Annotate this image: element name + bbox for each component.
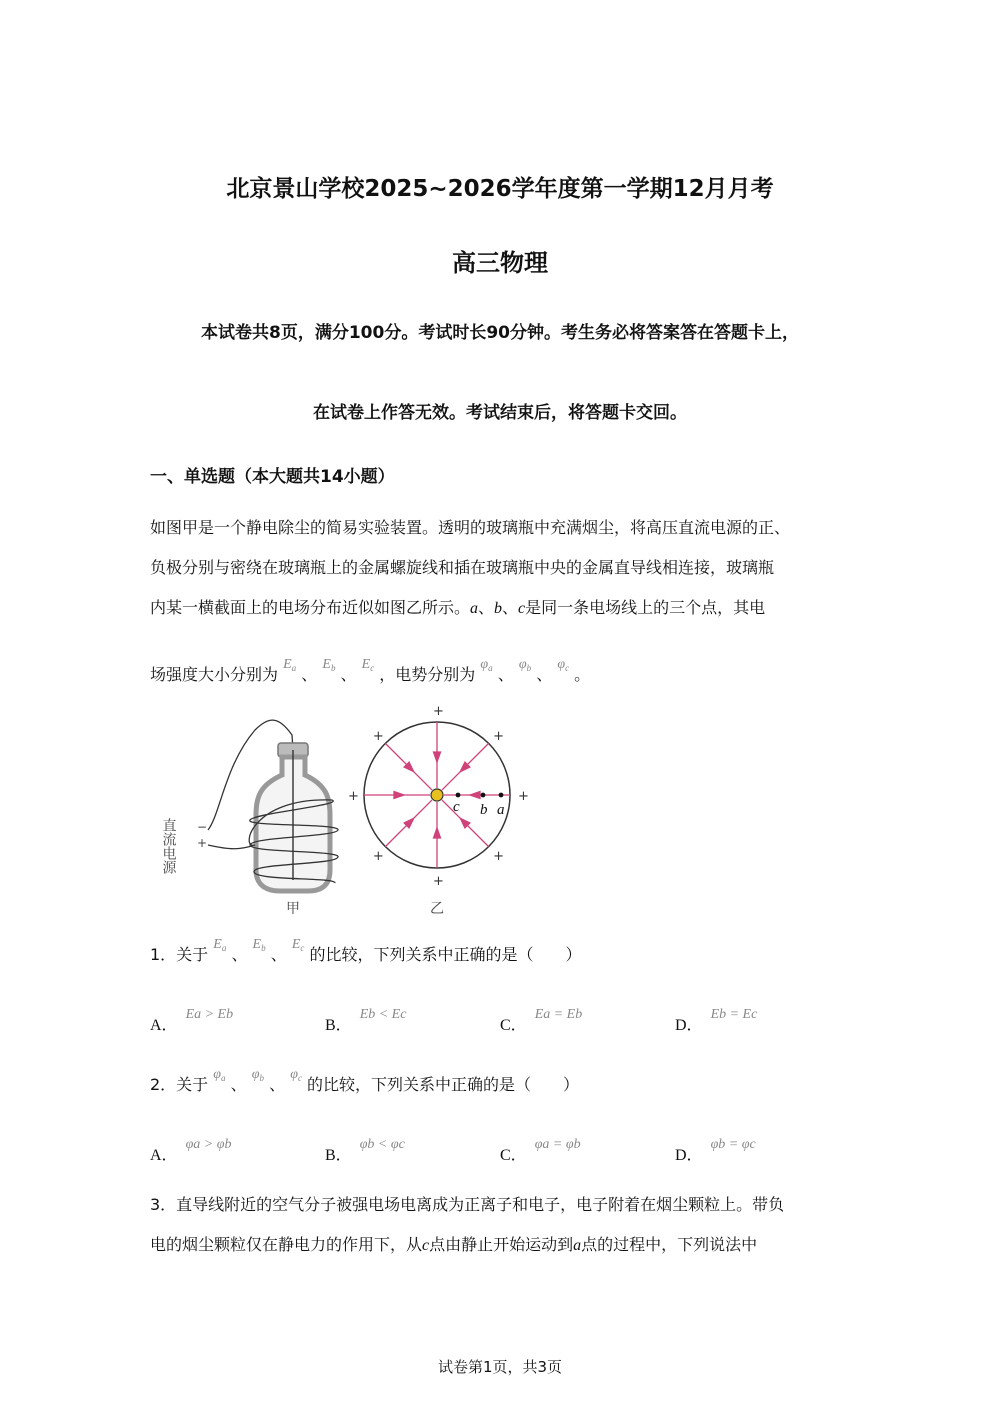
figure-electrostatic-precipitator	[160, 705, 540, 920]
q1-symbol-Eb: $E_b$	[252, 937, 266, 953]
point-b	[481, 793, 486, 798]
intro-line-1: 如图甲是一个静电除尘的简易实验装置。透明的玻璃瓶中充满烟尘，将高压直流电源的正、	[150, 518, 791, 537]
page-footer: 试卷第1页，共3页	[437, 1358, 563, 1376]
q1-stem-tail: 的比较，下列关系中正确的是（ ）	[309, 945, 582, 964]
plus-charge: +	[372, 849, 384, 865]
q2-stem	[150, 1065, 860, 1110]
q2-symbol-phi-a: $\varphi_a$	[213, 1067, 226, 1083]
intro-line-3-tail: 是同一条电场线上的三个点，其电	[525, 598, 766, 617]
svg-text:直流电源: 直流电源	[160, 818, 176, 874]
q1-option-a[interactable]: A．Ea > Eb	[150, 1007, 234, 1034]
q1-option-b[interactable]: B．Eb < Ec	[325, 1007, 407, 1034]
q1-symbol-Ea: $E_a$	[213, 937, 227, 953]
intro-line-2: 负极分别与密绕在玻璃瓶上的金属螺旋线和插在玻璃瓶中央的金属直导线相连接，玻璃瓶	[150, 558, 775, 577]
q3-line-1: 3．直导线附近的空气分子被强电场电离成为正离子和电子，电子附着在烟尘颗粒上。带负	[150, 1195, 785, 1214]
q2-option-a[interactable]: A．φa > φb	[150, 1137, 232, 1164]
point-b-tag: b	[480, 802, 488, 818]
q1-stem	[150, 935, 860, 980]
q1-option-b-expr: Eb < Ec	[359, 1007, 407, 1022]
field-arrow	[470, 792, 480, 799]
plus-charge: +	[493, 849, 505, 865]
intro-line-4-text: 场强度大小分别为	[150, 665, 279, 684]
symbol-phi-a: $\varphi_a$	[480, 657, 493, 673]
point-c	[456, 793, 461, 798]
q1-option-c[interactable]: C．Ea = Eb	[500, 1007, 583, 1034]
separator: 、	[269, 1075, 286, 1094]
separator: 、	[497, 665, 514, 684]
q3-line-2-text: 电的烟尘颗粒仅在静电力的作用下，从	[150, 1235, 423, 1254]
power-label	[161, 818, 177, 874]
field-diagram	[348, 705, 529, 889]
separator: 、	[301, 665, 318, 684]
symbol-Eb: $E_b$	[322, 657, 336, 673]
separator: 、	[270, 945, 287, 964]
q3-line-2-mid: 点由静止开始运动到	[429, 1235, 574, 1254]
center-wire-dot	[431, 789, 443, 801]
symbol-phi-b: $\varphi_b$	[518, 657, 532, 673]
q2-stem-text: 2．关于	[150, 1075, 209, 1094]
exam-subject: 高三物理	[452, 249, 548, 277]
exam-note-line2: 在试卷上作答无效。考试结束后，将答题卡交回。	[313, 403, 687, 423]
separator: 、	[231, 945, 248, 964]
q2-symbol-phi-c: $\varphi_c$	[290, 1067, 302, 1083]
separator: 、	[536, 665, 553, 684]
point-a-label: a	[470, 600, 479, 617]
point-c-label: c	[518, 600, 526, 617]
field-arrow	[434, 828, 441, 838]
intro-line-3-text: 内某一横截面上的电场分布近似如图乙所示。	[150, 598, 471, 617]
plus-charge: +	[372, 728, 384, 744]
plus-charge: +	[518, 789, 529, 804]
q3-line-2	[150, 1225, 860, 1266]
q1-symbol-Ec: $E_c$	[291, 937, 305, 953]
q2-option-b-expr: φb < φc	[359, 1137, 405, 1152]
q1-option-c-expr: Ea = Eb	[534, 1007, 583, 1022]
field-arrow	[394, 792, 404, 799]
point-a-tag: a	[497, 802, 505, 818]
plus-charge: +	[348, 789, 359, 804]
q1-option-d[interactable]: D．Eb = Ec	[675, 1007, 758, 1034]
symbol-Ea: $E_a$	[283, 657, 297, 673]
period: 。	[574, 665, 591, 684]
q1-option-d-expr: Eb = Ec	[710, 1007, 758, 1022]
separator: 、	[478, 598, 495, 617]
wire-positive	[208, 845, 255, 849]
q2-option-d-expr: φb = φc	[710, 1137, 756, 1152]
plus-charge: +	[433, 874, 444, 889]
label-yi: 乙	[430, 901, 444, 917]
q1-option-a-expr: Ea > Eb	[185, 1007, 234, 1022]
point-a	[499, 793, 504, 798]
separator: 、	[502, 598, 519, 617]
q2-stem-tail: 的比较，下列关系中正确的是（ ）	[307, 1075, 580, 1094]
label-jia: 甲	[286, 901, 300, 917]
field-arrow	[434, 752, 441, 762]
plus-charge: +	[433, 705, 444, 719]
intro-line-4-mid: ，电势分别为	[379, 665, 476, 684]
exam-note-line1: 本试卷共8页，满分100分。考试时长90分钟。考生务必将答案答在答题卡上，	[201, 323, 799, 343]
symbol-Ec: $E_c$	[361, 657, 375, 673]
q2-option-c[interactable]: C．φa = φb	[500, 1137, 581, 1164]
q3-point-a: a	[573, 1237, 582, 1254]
separator: 、	[340, 665, 357, 684]
intro-line-3	[150, 588, 860, 629]
point-c-tag: c	[453, 799, 460, 815]
point-b-label: b	[494, 600, 503, 617]
q3-point-c: c	[422, 1237, 430, 1254]
separator: 、	[230, 1075, 247, 1094]
plus-charge: +	[493, 728, 505, 744]
q3-line-2-tail: 点的过程中，下列说法中	[581, 1235, 758, 1254]
q2-option-b[interactable]: B．φb < φc	[325, 1137, 405, 1164]
plus-sign: +	[197, 836, 208, 850]
intro-line-4	[150, 655, 860, 700]
q2-symbol-phi-b: $\varphi_b$	[251, 1067, 264, 1083]
q2-option-a-expr: φa > φb	[185, 1137, 232, 1152]
minus-sign: −	[197, 820, 208, 834]
q2-option-d[interactable]: D．φb = φc	[675, 1137, 756, 1164]
q2-option-c-expr: φa = φb	[534, 1137, 581, 1152]
section-heading: 一、单选题（本大题共14小题）	[150, 467, 395, 487]
symbol-phi-c: $\varphi_c$	[557, 657, 570, 673]
exam-title: 北京景山学校2025~2026学年度第一学期12月月考	[226, 176, 774, 202]
q1-stem-text: 1．关于	[150, 945, 209, 964]
